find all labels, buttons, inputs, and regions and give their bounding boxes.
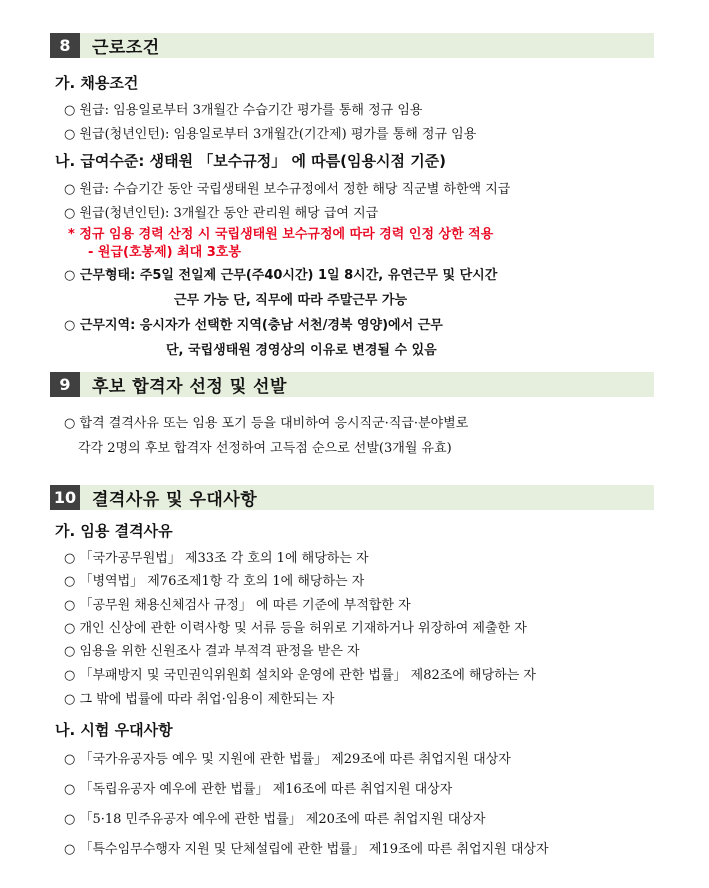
- work-area-line: 단, 국립생태원 경영상의 이유로 변경될 수 있음: [166, 343, 437, 358]
- list-item: ○ 합격 결격사유 또는 임용 포기 등을 대비하여 응시직군·직급·분야별로: [64, 416, 469, 431]
- section-8-header: [50, 33, 654, 58]
- subsection-title: 나. 급여수준: 생태원 「보수규정」 에 따름(임용시점 기준): [55, 152, 447, 170]
- list-item: ○ 「5·18 민주유공자 예우에 관한 법률」 제20조에 따른 취업지원 대상자: [64, 812, 486, 827]
- list-item: ○ 원급: 임용일로부터 3개월간 수습기간 평가를 통해 정규 임용: [64, 103, 423, 118]
- red-note: * 정규 임용 경력 산정 시 국립생태원 보수규정에 따라 경력 인정 상한 적용: [68, 227, 494, 242]
- list-item: ○ 「부패방지 및 국민권익위원회 설치와 운영에 관한 법률」 제82조에 해당하는 자: [64, 668, 536, 683]
- section-number: 8: [50, 33, 80, 58]
- section-title: 근로조건: [92, 38, 160, 58]
- list-item: ○ 원급(청년인턴): 3개월간 동안 관리원 해당 급여 지급: [64, 206, 379, 221]
- list-item: ○ 「독립유공자 예우에 관한 법률」 제16조에 따른 취업지원 대상자: [64, 782, 453, 797]
- section-title: 후보 합격자 선정 및 선발: [92, 377, 287, 397]
- section-title: 결격사유 및 우대사항: [92, 490, 258, 510]
- list-item: ○ 「국가공무원법」 제33조 각 호의 1에 해당하는 자: [64, 551, 369, 566]
- subsection-title: 가. 채용조건: [55, 74, 139, 92]
- list-item: ○ 「공무원 채용신체검사 규정」 에 따른 기준에 부적합한 자: [64, 598, 411, 613]
- list-item: ○ 「병역법」 제76조제1항 각 호의 1에 해당하는 자: [64, 574, 365, 589]
- section-10-header: [50, 485, 654, 510]
- work-type-line: 근무 가능 단, 직무에 따라 주말근무 가능: [174, 293, 408, 308]
- list-item: ○ 원급: 수습기간 동안 국립생태원 보수규정에서 정한 해당 직군별 하한액 지급: [64, 182, 511, 197]
- work-area-line: ○ 근무지역: 응시자가 선택한 지역(충남 서천/경북 영양)에서 근무: [64, 318, 443, 333]
- list-item: ○ 원급(청년인턴): 임용일로부터 3개월간(기간제) 평가를 통해 정규 임용: [64, 127, 477, 142]
- red-note: - 원급(호봉제) 최대 3호봉: [88, 245, 241, 260]
- subsection-title: 나. 시험 우대사항: [55, 721, 173, 739]
- work-type-line: ○ 근무형태: 주5일 전일제 근무(주40시간) 1일 8시간, 유연근무 및 단시간: [64, 268, 498, 283]
- list-item: ○ 그 밖에 법률에 따라 취업·임용이 제한되는 자: [64, 692, 335, 707]
- subsection-title: 가. 임용 결격사유: [55, 522, 173, 540]
- list-item: ○ 「국가유공자등 예우 및 지원에 관한 법률」 제29조에 따른 취업지원 대상자: [64, 752, 511, 767]
- section-number: 10: [50, 485, 80, 510]
- list-item: 각각 2명의 후보 합격자 선정하여 고득점 순으로 선발(3개월 유효): [78, 441, 452, 456]
- list-item: ○ 개인 신상에 관한 이력사항 및 서류 등을 허위로 기재하거나 위장하여 제출한 자: [64, 621, 527, 636]
- list-item: ○ 임용을 위한 신원조사 결과 부적격 판정을 받은 자: [64, 644, 360, 659]
- list-item: ○ 「특수임무수행자 지원 및 단체설립에 관한 법률」 제19조에 따른 취업지원 대상자: [64, 842, 549, 857]
- section-number: 9: [50, 372, 80, 397]
- section-9-header: [50, 372, 654, 397]
